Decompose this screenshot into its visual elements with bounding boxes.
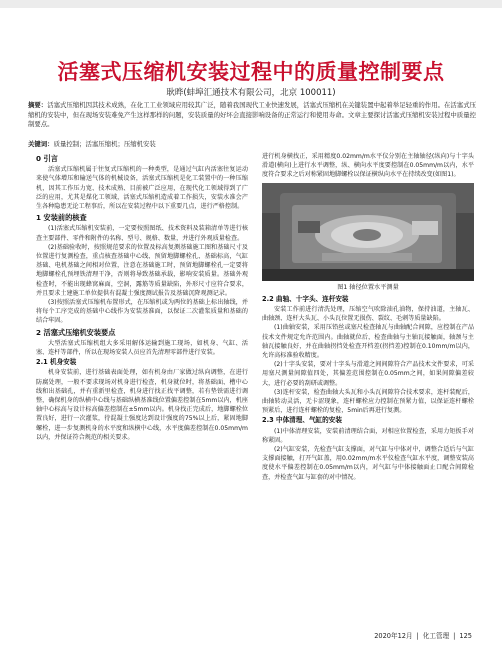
body-paragraph: (1)曲轴安装，采用压铅丝或塞尺检查轴瓦与曲轴配合间隙，应控制在产品技术文件规定允许范围内。曲轴就位后，检查曲轴与主轴瓦接触面，轴颈与主轴瓦接触良好，并在曲轴拐挡处检查开档差(拐挡差)控制在0.10mm/m以内，允许高标准验收精度。	[262, 324, 474, 360]
body-paragraph: (3)按照活塞式压缩机布置形式，在压缩机或为两位的基础上标出轴线，并将每个工序完成的基础中心线作为安装基准面，以保证二次灌浆质量和基础的结合牢固。	[36, 299, 248, 325]
figure-caption: 图1 轴径位置水平测量	[337, 283, 399, 291]
top-scan-band	[0, 0, 502, 8]
subsection-heading: 2.2 曲轴、十字头、连杆安装	[262, 294, 349, 303]
section-heading: 0 引言	[36, 154, 58, 163]
right-column-bottom	[262, 295, 474, 482]
abstract-text: 活塞式压缩机因其技术成熟，在化工工业领域应用较其广泛，随着我国现代工业快速发展，活塞式压缩机在关键装置中起着举足轻重的作用。在活塞式压缩机的安装中，但在现场安装难免产生这样那样的问题，安装质量的好坏会直接影响设备的正常运行和使用寿命。文章主要探讨活塞式压缩机安装过程中质量控制要点。	[28, 101, 476, 129]
body-paragraph: 活塞式压缩机属于往复式压缩机的一种类型，是通过气缸内活塞往复运动来使气体增压和输送气体的机械设备，活塞式压缩机是化工装置中的一种压缩机，因其工作压力宽、技术成熟、目前被广泛应用，在现代化工领域得到了广泛的应用，尤其是煤化工领域，活塞式压缩机造成着工作损失，安装水准会产生各种隐患无论工程事后，所以在安装过程中以下重要几点，进行严格控制。	[36, 166, 248, 211]
article-title: 活塞式压缩机安装过程中的质量控制要点	[57, 60, 445, 84]
keywords-text: 质量控制；活塞压缩机；压缩机安装	[53, 140, 156, 148]
body-paragraph: 进行机身横找正，采用精度0.02mm/m水平仪分别在主轴轴径(纵向)与十字头滑道(横向)上进行水平调整，纵、横向水平度要控制在0.05mm/m以内，水平度符合要求之后对称紧固地脚螺栓以保证横纵向水平在持续改变(如图1)。	[262, 153, 474, 179]
footer-journal: 化工管理	[422, 632, 450, 640]
section-heading: 1 安装前的核查	[36, 213, 87, 223]
compressor-photo-illustration	[262, 183, 474, 281]
right-column-top	[262, 152, 474, 180]
body-paragraph: 安装工作前进行清洗处理，压缩空气吹除油孔油物，保持油道，主轴瓦、曲轴颈、连杆大头瓦、小头瓦位置无损伤、裂纹、毛刺等质量缺陷。	[262, 306, 474, 323]
body-paragraph: 大型活塞式压缩机组大多采用解体运输到施工现场，如机身、气缸、活塞、连杆等部件，所以在现场安装人员应首先清理零部件进行安装。	[36, 339, 248, 357]
body-paragraph: (2)基础验收时，按照规范要求的位置及标高复测基础施工图和基础尺寸及位置进行复测检查，重点核查基础中心线、预留地脚螺栓孔、基础标高，气缸基础、电机基础之间相对位置，注意在基础施工时，预留地脚螺栓孔一定要将地脚螺栓孔预埋铁清理干净，否则将导致基础承载，影响安装质量。基础外观检查时，不能出现蜂窝麻面，空洞，露筋等质量缺陷，外形尺寸应符合要求，并且要求土建施工单位提供有混凝土强度测试报告及基础沉降观测记录。	[36, 243, 248, 297]
subsection-heading: 2.3 中体清理、气缸的安装	[262, 416, 342, 425]
body-paragraph: 机身安装前，进行基础表面处理，如有机身由厂家做过纵向调整，在进行防腐处理，一般不要求现场对机身进行检查，机身就位时，将基础面、槽中心线和出基础孔，并有重新里检查，机身进行找正找平调整，若有垫铁需进行调整，确保机身的纵横中心线与基础纵横基准线位置偏差控制在5mm以内，机座轴中心标高与设计标高偏差控制在±5mm以内。机身找正完成后，地脚螺栓位置良好，进行一次灌浆，待混凝土强度达到设计强度的75%以上后，紧固地脚螺栓，进一步复测机身的水平度和纵横中心线，水平度偏差控制在0.05mm/m以内，并保证符合规范的相关要求。	[36, 369, 248, 441]
page-footer: 2020年12月 | 化工管理 | 125	[374, 632, 472, 640]
left-column	[36, 152, 248, 442]
body-paragraph: (2)十字头安装，要对十字头与滑道之间间隙符合产品技术文件要求，可采用塞尺测量间隙值四处，其偏差范围控制在0.05mm之间，如果间隙偏差较大，进行必要的刮研或调整。	[262, 361, 474, 387]
keywords	[28, 140, 476, 150]
figure-compressor-photo	[262, 183, 474, 281]
body-paragraph: (2)气缸安装，先检查气缸支撑面，对气缸与中体对中，调整合适后与气缸支撑面接触，打开气缸盖，用0.02mm/m水平仪检查气缸水平度，调整安装高度使水平偏差控制在0.05mm/m以内，对气缸与中体接触面止口配合间隙检查，并检查气缸与缸套的对中情况。	[262, 446, 474, 481]
body-paragraph: (1)活塞式压缩机安装前，一定要按照图纸、技术资料及装箱清单等进行核查主要部件、零件和附件的名称、型号、规格、数量，并进行外观质量检查。	[36, 225, 248, 242]
body-paragraph: (1)中体清理安装，安装前清理结合面，对相应位置检查，采用力矩扳手对称紧固。	[262, 427, 474, 444]
abstract-label: 摘要：	[28, 101, 48, 109]
section-heading: 2 活塞式压缩机安装要点	[36, 327, 116, 337]
subsection-heading: 2.1 机身安装	[36, 358, 77, 367]
keywords-label: 关键词：	[28, 140, 54, 148]
body-paragraph: (3)连杆安装，检查曲轴大头瓦和小头瓦间隙符合技术要求，连杆装配后，曲轴转动灵活，无卡涩现象，连杆螺栓应力控制在预紧力值，以保证连杆螺栓预紧后，进行连杆螺栓的复检，5min后再进行复测。	[262, 388, 474, 415]
abstract	[28, 101, 476, 130]
right-column	[262, 152, 474, 482]
footer-page-number: 125	[459, 632, 472, 640]
footer-date: 2020年12月	[374, 632, 413, 640]
article-author: 耿晔(蚌埠汇通技术有限公司，北京 100011)	[166, 88, 336, 98]
